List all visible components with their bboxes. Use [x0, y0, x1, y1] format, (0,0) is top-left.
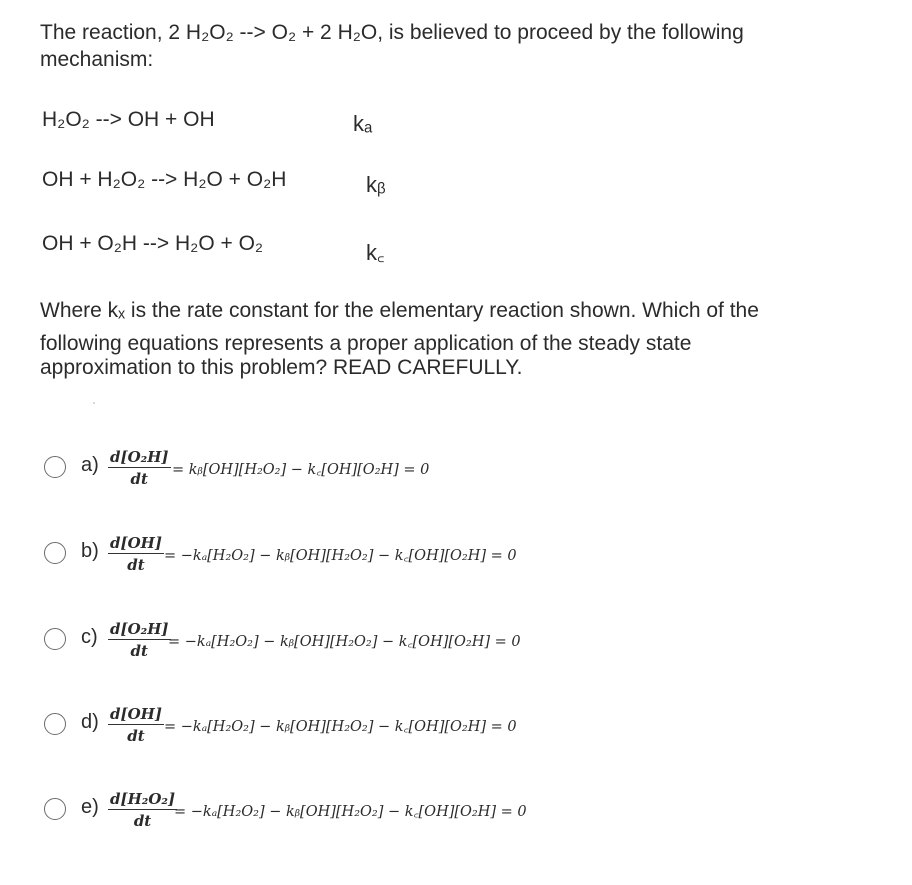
answer-option-a[interactable] [44, 448, 904, 508]
answer-option-c[interactable] [44, 620, 904, 680]
question-where-line-3: approximation to this problem? READ CAREFULLY. [40, 356, 523, 379]
option-b-equation: = −kₐ[H₂O₂] − kᵦ[OH][H₂O₂] − k꜀[OH][O₂H] = 0 [164, 548, 517, 564]
option-e-equation: = −kₐ[H₂O₂] − kᵦ[OH][H₂O₂] − k꜀[OH][O₂H] = 0 [174, 804, 527, 820]
question-intro-line-2: mechanism: [40, 48, 154, 71]
option-a-numerator: d[O₂H] [110, 448, 169, 466]
rate-constant-c: k꜀ [366, 240, 385, 265]
option-d-denominator: dt [127, 727, 145, 745]
option-a-fraction [108, 448, 171, 488]
answer-option-e[interactable] [44, 790, 904, 850]
question-intro-line-1: The reaction, 2 H₂O₂ --> O₂ + 2 H₂O, is believed to proceed by the following [40, 21, 744, 44]
mechanism-step-a: H₂O₂ --> OH + OH [42, 108, 215, 131]
rate-constant-b: kᵦ [366, 172, 386, 197]
option-letter-b: b) [81, 540, 99, 562]
option-letter-e: e) [81, 796, 99, 818]
option-e-numerator: d[H₂O₂] [110, 790, 176, 808]
answer-option-b[interactable] [44, 534, 904, 594]
option-d-numerator: d[OH] [110, 705, 162, 723]
option-a-denominator: dt [130, 470, 148, 488]
question-where-line-1: Where kₓ is the rate constant for the elementary reaction shown. Which of the [40, 299, 759, 322]
option-letter-a: a) [81, 454, 99, 476]
radio-button-b[interactable] [44, 542, 66, 564]
rate-constant-a: kₐ [353, 111, 373, 136]
question-where-line-2: following equations represents a proper application of the steady state [40, 332, 692, 355]
option-c-numerator: d[O₂H] [110, 620, 169, 638]
answer-option-d[interactable] [44, 705, 904, 765]
option-d-fraction [108, 705, 164, 745]
radio-button-e[interactable] [44, 798, 66, 820]
option-e-denominator: dt [133, 812, 152, 830]
option-a-equation: = kᵦ[OH][H₂O₂] − k꜀[OH][O₂H] = 0 [172, 462, 430, 478]
option-d-equation: = −kₐ[H₂O₂] − kᵦ[OH][H₂O₂] − k꜀[OH][O₂H] = 0 [164, 719, 517, 735]
option-b-fraction [108, 534, 164, 574]
option-b-denominator: dt [127, 556, 145, 574]
option-c-fraction [108, 620, 171, 660]
mechanism-step-b: OH + H₂O₂ --> H₂O + O₂H [42, 168, 287, 191]
option-e-fraction [108, 790, 177, 830]
option-letter-d: d) [81, 711, 99, 733]
option-c-equation: = −kₐ[H₂O₂] − kᵦ[OH][H₂O₂] − k꜀[OH][O₂H] = 0 [168, 634, 521, 650]
radio-button-d[interactable] [44, 713, 66, 735]
option-letter-c: c) [81, 626, 98, 648]
option-b-numerator: d[OH] [110, 534, 162, 552]
radio-button-c[interactable] [44, 628, 66, 650]
option-c-denominator: dt [130, 642, 148, 660]
mechanism-step-c: OH + O₂H --> H₂O + O₂ [42, 232, 264, 255]
radio-button-a[interactable] [44, 456, 66, 478]
stray-mark [93, 402, 95, 404]
